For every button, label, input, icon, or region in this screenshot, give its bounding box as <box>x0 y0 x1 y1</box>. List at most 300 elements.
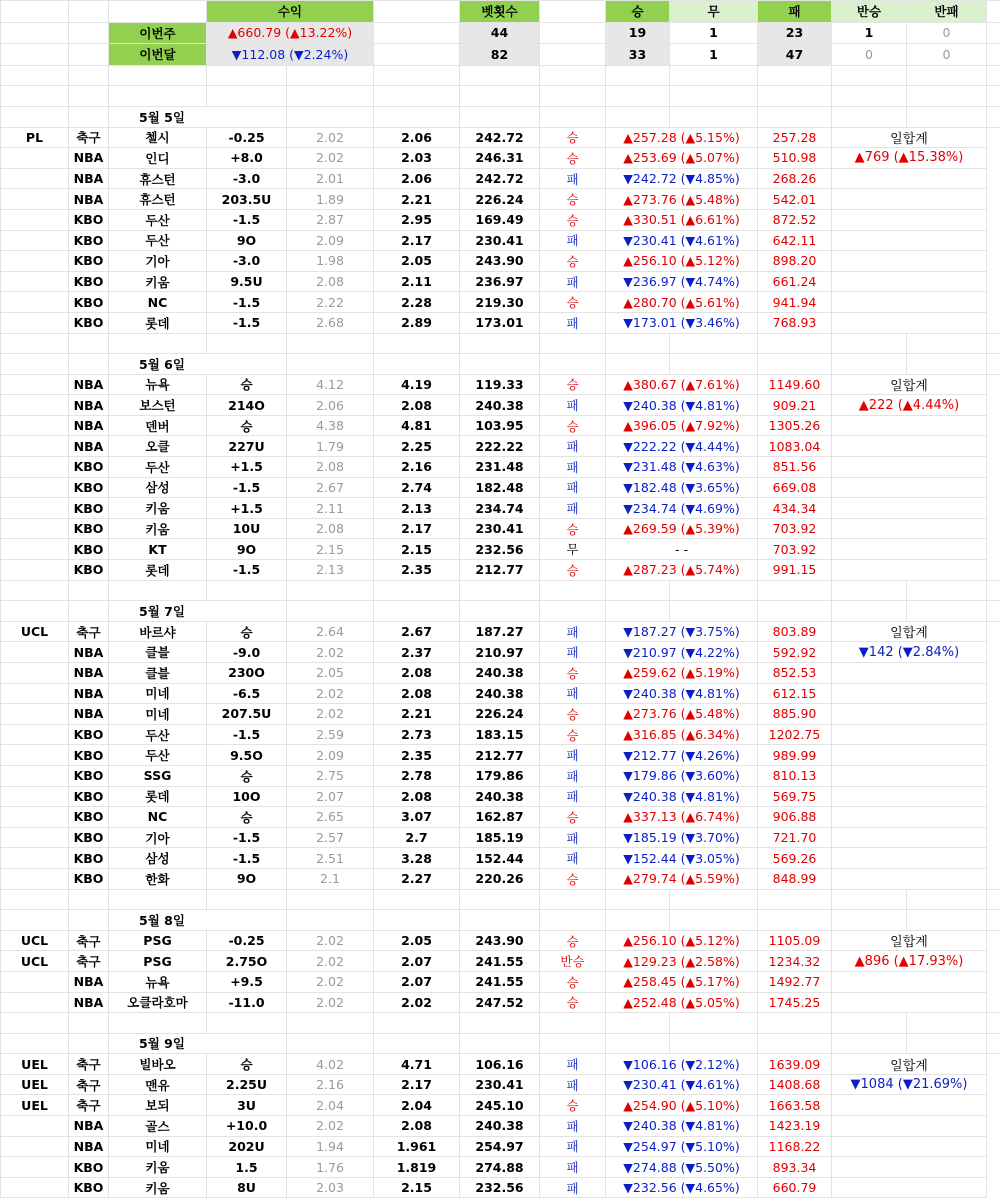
sport-cell: KBO <box>69 848 109 869</box>
bet-row <box>1 251 1000 272</box>
stake-cell: 212.77 <box>460 560 540 581</box>
balance-cell: 1168.22 <box>758 1136 832 1157</box>
profit-change-cell: ▲396.05 (▲7.92%) <box>606 415 758 436</box>
line-cell: 승 <box>207 621 287 642</box>
summary-half-loss: 0 <box>907 44 987 66</box>
balance-cell: 542.01 <box>758 189 832 210</box>
team-cell: SSG <box>109 765 207 786</box>
empty-cell <box>832 436 987 457</box>
empty-cell <box>987 910 1000 931</box>
empty-cell <box>907 106 987 127</box>
daily-total-value: ▲896 (▲17.93%) <box>832 951 987 972</box>
team-cell: PSG <box>109 930 207 951</box>
league-cell <box>1 230 69 251</box>
empty-cell <box>907 1033 987 1054</box>
stake-cell: 119.33 <box>460 374 540 395</box>
empty-cell <box>287 106 374 127</box>
empty-cell <box>460 333 540 354</box>
reference-odds-cell: 1.79 <box>287 436 374 457</box>
empty-cell <box>832 971 987 992</box>
empty-cell <box>832 868 987 889</box>
empty-cell <box>832 786 987 807</box>
empty-cell <box>606 333 670 354</box>
bet-row <box>1 868 1000 889</box>
odds-cell: 2.17 <box>374 1074 460 1095</box>
spacer-row <box>1 333 1000 354</box>
summary-draw: 1 <box>670 22 758 44</box>
empty-cell <box>832 1033 907 1054</box>
odds-cell: 2.05 <box>374 930 460 951</box>
reference-odds-cell: 2.09 <box>287 745 374 766</box>
line-cell: 승 <box>207 374 287 395</box>
empty-cell <box>832 889 907 910</box>
team-cell: 두산 <box>109 745 207 766</box>
empty-cell <box>109 333 207 354</box>
team-cell: 삼성 <box>109 848 207 869</box>
bet-row <box>1 148 1000 169</box>
empty-cell <box>540 1013 606 1034</box>
reference-odds-cell: 2.02 <box>287 951 374 972</box>
empty-cell <box>907 601 987 622</box>
balance-cell: 1083.04 <box>758 436 832 457</box>
odds-cell: 2.06 <box>374 127 460 148</box>
stake-cell: 222.22 <box>460 436 540 457</box>
empty-cell <box>907 580 987 601</box>
team-cell: 맨유 <box>109 1074 207 1095</box>
profit-change-cell: ▼179.86 (▼3.60%) <box>606 765 758 786</box>
reference-odds-cell: 4.12 <box>287 374 374 395</box>
bet-row <box>1 683 1000 704</box>
odds-cell: 2.21 <box>374 704 460 725</box>
empty-cell <box>987 889 1000 910</box>
team-cell: 롯데 <box>109 560 207 581</box>
date-row <box>1 354 1000 375</box>
reference-odds-cell: 4.38 <box>287 415 374 436</box>
line-cell: 승 <box>207 807 287 828</box>
league-cell <box>1 312 69 333</box>
sport-cell: NBA <box>69 415 109 436</box>
empty-cell <box>287 580 374 601</box>
profit-change-cell: ▼231.48 (▼4.63%) <box>606 457 758 478</box>
profit-change-cell: ▲273.76 (▲5.48%) <box>606 704 758 725</box>
balance-cell: 721.70 <box>758 827 832 848</box>
empty-cell <box>1 889 69 910</box>
balance-cell: 1234.32 <box>758 951 832 972</box>
stake-cell: 106.16 <box>460 1054 540 1075</box>
sport-cell: NBA <box>69 1116 109 1137</box>
profit-change-cell: ▼240.38 (▼4.81%) <box>606 395 758 416</box>
reference-odds-cell: 2.02 <box>287 971 374 992</box>
profit-change-cell: ▲380.67 (▲7.61%) <box>606 374 758 395</box>
bet-row <box>1 930 1000 951</box>
profit-change-cell: ▼236.97 (▼4.74%) <box>606 271 758 292</box>
stake-cell: 187.27 <box>460 621 540 642</box>
profit-change-cell: ▼210.97 (▼4.22%) <box>606 642 758 663</box>
line-cell: 9O <box>207 868 287 889</box>
balance-cell: 569.26 <box>758 848 832 869</box>
team-cell: 두산 <box>109 457 207 478</box>
empty-cell <box>987 354 1000 375</box>
profit-change-cell: ▲252.48 (▲5.05%) <box>606 992 758 1013</box>
odds-cell: 2.78 <box>374 765 460 786</box>
empty-cell <box>832 333 907 354</box>
bet-row <box>1 663 1000 684</box>
result-cell: 패 <box>540 436 606 457</box>
league-cell <box>1 539 69 560</box>
header-row <box>1 1 1000 23</box>
team-cell: NC <box>109 807 207 828</box>
league-cell <box>1 642 69 663</box>
stake-cell: 247.52 <box>460 992 540 1013</box>
team-cell: 보스턴 <box>109 395 207 416</box>
balance-cell: 268.26 <box>758 168 832 189</box>
stake-cell: 274.88 <box>460 1157 540 1178</box>
team-cell: 보되 <box>109 1095 207 1116</box>
empty-cell <box>287 889 374 910</box>
profit-change-cell: ▼274.88 (▼5.50%) <box>606 1157 758 1178</box>
reference-odds-cell: 2.03 <box>287 1177 374 1198</box>
league-cell <box>1 704 69 725</box>
odds-cell: 2.16 <box>374 457 460 478</box>
balance-cell: 893.34 <box>758 1157 832 1178</box>
sport-cell: 축구 <box>69 1095 109 1116</box>
reference-odds-cell: 2.57 <box>287 827 374 848</box>
empty-cell <box>1 86 69 107</box>
bet-row <box>1 992 1000 1013</box>
stake-cell: 219.30 <box>460 292 540 313</box>
league-cell <box>1 1116 69 1137</box>
empty-cell <box>907 889 987 910</box>
empty-cell <box>374 354 460 375</box>
reference-odds-cell: 1.89 <box>287 189 374 210</box>
balance-cell: 257.28 <box>758 127 832 148</box>
profit-change-cell: ▲256.10 (▲5.12%) <box>606 251 758 272</box>
result-cell: 패 <box>540 1157 606 1178</box>
summary-win: 19 <box>606 22 670 44</box>
line-cell: 214O <box>207 395 287 416</box>
empty-cell <box>832 189 987 210</box>
reference-odds-cell: 2.04 <box>287 1095 374 1116</box>
line-cell: 10U <box>207 518 287 539</box>
bet-row <box>1 971 1000 992</box>
empty-cell <box>540 910 606 931</box>
header-half-win: 반승 <box>832 1 907 23</box>
empty-cell <box>374 106 460 127</box>
team-cell: 롯데 <box>109 786 207 807</box>
result-cell: 패 <box>540 765 606 786</box>
reference-odds-cell: 2.02 <box>287 1116 374 1137</box>
league-cell <box>1 683 69 704</box>
empty-cell <box>460 601 540 622</box>
line-cell: -1.5 <box>207 312 287 333</box>
result-cell: 패 <box>540 168 606 189</box>
header-bet-count: 벳횟수 <box>460 1 540 23</box>
reference-odds-cell: 2.09 <box>287 230 374 251</box>
reference-odds-cell: 2.02 <box>287 127 374 148</box>
bet-row <box>1 209 1000 230</box>
line-cell: -0.25 <box>207 930 287 951</box>
sport-cell: KBO <box>69 1157 109 1178</box>
sport-cell: KBO <box>69 827 109 848</box>
league-cell <box>1 786 69 807</box>
league-cell <box>1 827 69 848</box>
league-cell <box>1 745 69 766</box>
odds-cell: 3.28 <box>374 848 460 869</box>
odds-cell: 2.7 <box>374 827 460 848</box>
odds-cell: 2.37 <box>374 642 460 663</box>
empty-cell <box>374 333 460 354</box>
line-cell: +8.0 <box>207 148 287 169</box>
balance-cell: 1202.75 <box>758 724 832 745</box>
empty-cell <box>670 354 758 375</box>
profit-change-cell: ▼187.27 (▼3.75%) <box>606 621 758 642</box>
empty-cell <box>540 65 606 86</box>
reference-odds-cell: 2.13 <box>287 560 374 581</box>
line-cell: -1.5 <box>207 292 287 313</box>
empty-cell <box>540 354 606 375</box>
result-cell: 패 <box>540 312 606 333</box>
odds-cell: 2.15 <box>374 539 460 560</box>
balance-cell: 1149.60 <box>758 374 832 395</box>
empty-cell <box>109 889 207 910</box>
team-cell: 바르샤 <box>109 621 207 642</box>
sport-cell: KBO <box>69 292 109 313</box>
empty-cell <box>670 889 758 910</box>
stake-cell: 169.49 <box>460 209 540 230</box>
empty-cell <box>832 1136 987 1157</box>
profit-change-cell: ▼222.22 (▼4.44%) <box>606 436 758 457</box>
empty-cell <box>832 230 987 251</box>
empty-cell <box>907 333 987 354</box>
profit-change-cell: ▼230.41 (▼4.61%) <box>606 1074 758 1095</box>
line-cell: 202U <box>207 1136 287 1157</box>
empty-cell <box>758 910 832 931</box>
balance-cell: 703.92 <box>758 539 832 560</box>
reference-odds-cell: 2.02 <box>287 148 374 169</box>
empty-cell <box>606 65 670 86</box>
team-cell: 덴버 <box>109 415 207 436</box>
sport-cell: NBA <box>69 704 109 725</box>
league-cell <box>1 518 69 539</box>
empty-cell <box>832 745 987 766</box>
empty-cell <box>606 354 670 375</box>
result-cell: 승 <box>540 807 606 828</box>
reference-odds-cell: 2.65 <box>287 807 374 828</box>
line-cell: 2.75O <box>207 951 287 972</box>
profit-change-cell: ▲273.76 (▲5.48%) <box>606 189 758 210</box>
daily-total-label: 일합계 <box>832 930 987 951</box>
bet-row <box>1 724 1000 745</box>
reference-odds-cell: 2.02 <box>287 930 374 951</box>
empty-cell <box>670 86 758 107</box>
line-cell: 227U <box>207 436 287 457</box>
daily-total-label: 일합계 <box>832 374 987 395</box>
daily-total-value: ▲769 (▲15.38%) <box>832 148 987 169</box>
empty-cell <box>832 560 987 581</box>
league-cell <box>1 1136 69 1157</box>
result-cell: 패 <box>540 395 606 416</box>
sport-cell: KBO <box>69 518 109 539</box>
reference-odds-cell: 2.59 <box>287 724 374 745</box>
league-cell: UEL <box>1 1074 69 1095</box>
profit-change-cell: ▼240.38 (▼4.81%) <box>606 683 758 704</box>
reference-odds-cell: 2.11 <box>287 498 374 519</box>
empty-cell <box>374 910 460 931</box>
empty-cell <box>540 889 606 910</box>
date-row <box>1 910 1000 931</box>
odds-cell: 2.13 <box>374 498 460 519</box>
balance-cell: 569.75 <box>758 786 832 807</box>
balance-cell: 1105.09 <box>758 930 832 951</box>
line-cell: +9.5 <box>207 971 287 992</box>
result-cell: 승 <box>540 148 606 169</box>
balance-cell: 898.20 <box>758 251 832 272</box>
bet-row <box>1 765 1000 786</box>
balance-cell: 661.24 <box>758 271 832 292</box>
team-cell: 휴스턴 <box>109 168 207 189</box>
league-cell: UCL <box>1 951 69 972</box>
daily-total-label: 일합계 <box>832 127 987 148</box>
balance-cell: 991.15 <box>758 560 832 581</box>
league-cell <box>1 251 69 272</box>
stake-cell: 241.55 <box>460 951 540 972</box>
league-cell: UEL <box>1 1095 69 1116</box>
empty-cell <box>832 539 987 560</box>
empty-cell <box>832 168 987 189</box>
league-cell: UCL <box>1 621 69 642</box>
stake-cell: 183.15 <box>460 724 540 745</box>
league-cell <box>1 292 69 313</box>
reference-odds-cell: 2.75 <box>287 765 374 786</box>
odds-cell: 2.03 <box>374 148 460 169</box>
sport-cell: KBO <box>69 765 109 786</box>
odds-cell: 1.961 <box>374 1136 460 1157</box>
stake-cell: 241.55 <box>460 971 540 992</box>
empty-cell <box>987 86 1000 107</box>
sport-cell: NBA <box>69 1136 109 1157</box>
stake-cell: 179.86 <box>460 765 540 786</box>
bet-row <box>1 745 1000 766</box>
result-cell: 패 <box>540 621 606 642</box>
balance-cell: 852.53 <box>758 663 832 684</box>
balance-cell: 909.21 <box>758 395 832 416</box>
empty-cell <box>460 354 540 375</box>
empty-cell <box>758 354 832 375</box>
bet-row <box>1 642 1000 663</box>
empty-cell <box>670 333 758 354</box>
summary-label: 이번주 <box>109 22 207 44</box>
balance-cell: 660.79 <box>758 1177 832 1198</box>
balance-cell: 612.15 <box>758 683 832 704</box>
league-cell <box>1 992 69 1013</box>
league-cell <box>1 848 69 869</box>
team-cell: 오클 <box>109 436 207 457</box>
profit-change-cell: ▲257.28 (▲5.15%) <box>606 127 758 148</box>
team-cell: NC <box>109 292 207 313</box>
empty-cell <box>460 889 540 910</box>
reference-odds-cell: 2.68 <box>287 312 374 333</box>
bet-row <box>1 1157 1000 1178</box>
team-cell: 휴스턴 <box>109 189 207 210</box>
reference-odds-cell: 2.06 <box>287 395 374 416</box>
sport-cell: KBO <box>69 807 109 828</box>
empty-cell <box>670 910 758 931</box>
reference-odds-cell: 2.07 <box>287 786 374 807</box>
team-cell: 두산 <box>109 724 207 745</box>
profit-change-cell: ▼232.56 (▼4.65%) <box>606 1177 758 1198</box>
line-cell: +1.5 <box>207 457 287 478</box>
sport-cell: NBA <box>69 168 109 189</box>
team-cell: 삼성 <box>109 477 207 498</box>
bet-row <box>1 1095 1000 1116</box>
summary-draw: 1 <box>670 44 758 66</box>
line-cell: -6.5 <box>207 683 287 704</box>
result-cell: 승 <box>540 127 606 148</box>
profit-change-cell: ▼240.38 (▼4.81%) <box>606 786 758 807</box>
bet-row <box>1 807 1000 828</box>
profit-change-cell: ▼254.97 (▼5.10%) <box>606 1136 758 1157</box>
empty-cell <box>207 889 287 910</box>
empty-cell <box>69 580 109 601</box>
sport-cell: NBA <box>69 395 109 416</box>
profit-change-cell: ▼230.41 (▼4.61%) <box>606 230 758 251</box>
empty-cell <box>207 65 287 86</box>
sport-cell: KBO <box>69 498 109 519</box>
result-cell: 승 <box>540 292 606 313</box>
balance-cell: 989.99 <box>758 745 832 766</box>
stake-cell: 246.31 <box>460 148 540 169</box>
league-cell <box>1 457 69 478</box>
reference-odds-cell: 2.15 <box>287 539 374 560</box>
empty-cell <box>832 580 907 601</box>
stake-cell: 173.01 <box>460 312 540 333</box>
empty-cell <box>832 1177 987 1198</box>
bet-row <box>1 457 1000 478</box>
bet-row <box>1 230 1000 251</box>
odds-cell: 1.819 <box>374 1157 460 1178</box>
league-cell: UEL <box>1 1054 69 1075</box>
sport-cell: KBO <box>69 251 109 272</box>
stake-cell: 103.95 <box>460 415 540 436</box>
empty-cell <box>540 333 606 354</box>
empty-cell <box>987 1013 1000 1034</box>
result-cell: 승 <box>540 374 606 395</box>
bet-row <box>1 621 1000 642</box>
empty-cell <box>832 1157 987 1178</box>
sport-cell: KBO <box>69 230 109 251</box>
empty-cell <box>758 1033 832 1054</box>
empty-cell <box>832 992 987 1013</box>
stake-cell: 254.97 <box>460 1136 540 1157</box>
odds-cell: 2.02 <box>374 992 460 1013</box>
team-cell: 뉴욕 <box>109 374 207 395</box>
empty-cell <box>287 601 374 622</box>
league-cell <box>1 663 69 684</box>
team-cell: 한화 <box>109 868 207 889</box>
team-cell: 키움 <box>109 518 207 539</box>
team-cell: 키움 <box>109 1157 207 1178</box>
line-cell: 1.5 <box>207 1157 287 1178</box>
empty-cell <box>907 1013 987 1034</box>
empty-cell <box>109 65 207 86</box>
reference-odds-cell: 1.76 <box>287 1157 374 1178</box>
empty-cell <box>832 601 907 622</box>
bet-row <box>1 951 1000 972</box>
stake-cell: 232.56 <box>460 1177 540 1198</box>
team-cell: 미네 <box>109 704 207 725</box>
bet-row <box>1 1116 1000 1137</box>
empty-cell <box>207 1013 287 1034</box>
